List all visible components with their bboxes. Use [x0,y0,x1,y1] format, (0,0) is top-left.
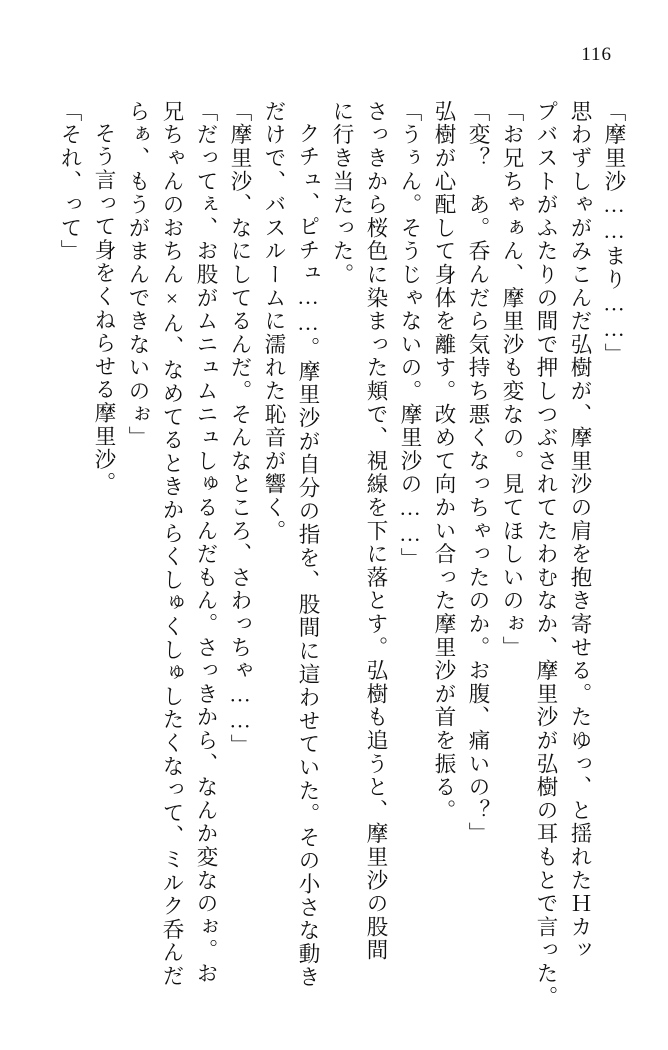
text-line: 「摩里沙、なにしてるんだ。そんなところ、さわっちゃ……」 [228,100,252,758]
text-line: 思わずしゃがみこんだ弘樹が、摩里沙の肩を抱き寄せる。たゆっ、と揺れたＨカッ [568,100,592,963]
text-line: 「それ、って」 [58,100,82,264]
text-line: そう言って身をくねらせる摩里沙。 [92,122,116,495]
text-line: らぁ、もうがまんできないのぉ」 [126,100,150,450]
page-number: 116 [581,44,612,65]
text-line: 「お兄ちゃぁん、摩里沙も変なの。見てほしいのぉ」 [500,100,524,660]
text-line: 「うぅん。そうじゃないの。摩里沙の……」 [398,100,422,571]
text-line: プバストがふたりの間で押しつぶされてたわむなか、摩里沙が弘樹の耳もとで言った。 [534,100,558,1009]
text-line: だけで、バスルームに濡れた恥音が響く。 [262,100,286,543]
text-line: 弘樹が心配して身体を離す。改めて向かい合った摩里沙が首を振る。 [432,100,456,823]
text-line: 「変？ あ。呑んだら気持ち悪くなっちゃったのか。お腹、痛いの？」 [466,100,490,846]
text-line: に行き当たった。 [330,100,354,287]
vertical-body-text [36,100,624,1024]
text-line: さっきから桜色に染まった頬で、視線を下に落とす。弘樹も追うと、摩里沙の股間 [364,100,388,963]
text-line: クチュ、ピチュ……。摩里沙が自分の指を、股間に這わせていた。その小さな動き [296,122,320,990]
text-line: 「摩里沙……まり……」 [602,100,626,367]
text-line: 「だってぇ、お股がムニュムニュしゅるんだもん。さっきから、なんか変なのぉ。お [194,100,218,986]
text-line: 兄ちゃんのおちん×ん、なめてるときからくしゅくしゅしたくなって、ミルク呑んだ [160,100,184,988]
